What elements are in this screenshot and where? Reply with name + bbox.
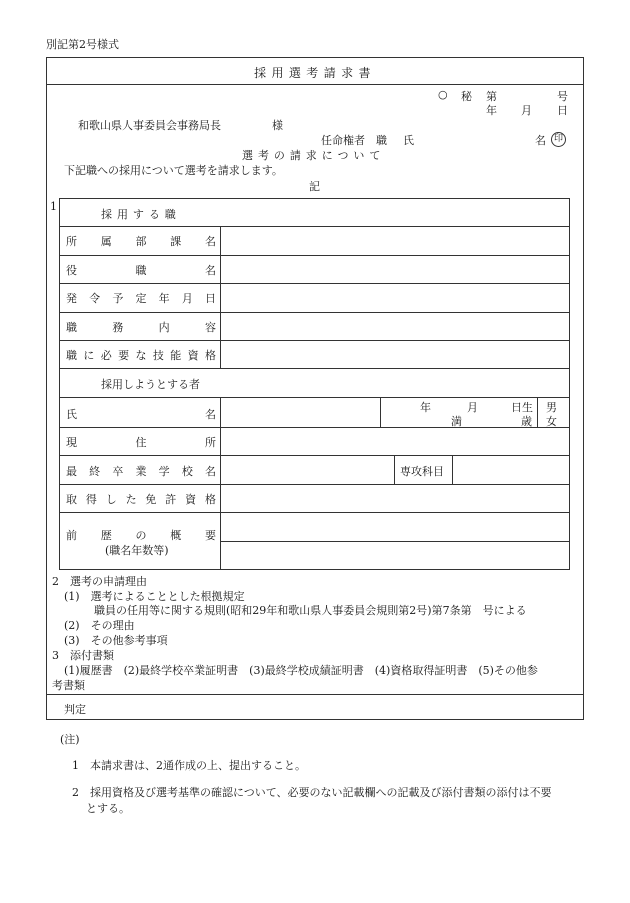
row-line — [220, 541, 570, 542]
label-name-shi: 氏 — [66, 408, 77, 421]
age-unit: 歳 — [521, 415, 532, 428]
row-line — [59, 512, 570, 513]
name-label-mei: 名 — [535, 134, 546, 147]
col-line — [537, 397, 538, 427]
appointer-label: 任命権者 — [321, 134, 365, 147]
date-month: 月 — [521, 104, 532, 117]
row-line — [59, 455, 570, 456]
col-line — [380, 397, 381, 427]
row-line — [59, 255, 570, 256]
note-2-line1: 2 採用資格及び選考基準の確認について、必要のない記載欄への記載及び添付書類の添付は不要 — [72, 786, 552, 799]
label-address: 現住所 — [66, 436, 216, 449]
row-line — [59, 312, 570, 313]
number-go: 号 — [557, 90, 568, 103]
heading-person: 採用しようとする者 — [101, 378, 200, 391]
row-line — [59, 226, 570, 227]
subject: 選考の請求について — [242, 149, 386, 162]
reason-item1-detail: 職員の任用等に関する規則(昭和29年和歌山県人事委員会規則第2号)第7条第 号による — [94, 604, 527, 617]
reason-item2: (2) その理由 — [64, 619, 135, 632]
date-year: 年 — [486, 104, 497, 117]
birth-year: 年 — [420, 401, 431, 414]
name-label-shi: 氏 — [403, 134, 414, 147]
row-line — [59, 340, 570, 341]
note-1: 1 本請求書は、2通作成の上、提出すること。 — [72, 759, 306, 772]
label-issue-date: 発令予定年月日 — [66, 292, 216, 305]
reason-item1: (1) 選考によることとした根拠規定 — [64, 590, 245, 603]
addressee: 和歌山県人事委員会事務局長 — [78, 119, 221, 132]
label-skills: 職に必要な技能資格 — [66, 349, 216, 362]
row-line — [59, 368, 570, 369]
col-line — [220, 397, 221, 570]
number-dai: 第 — [486, 90, 497, 103]
seal-icon: 印 — [551, 132, 566, 147]
secret-mark: ○ — [438, 88, 448, 101]
secret-label: 秘 — [461, 90, 472, 103]
section2-heading: 2 選考の申請理由 — [52, 575, 147, 588]
note-2-line2: とする。 — [86, 802, 130, 815]
form-title: 採用選考請求書 — [254, 66, 376, 80]
heading-position: 採用する職 — [101, 208, 181, 221]
label-duties: 職務内容 — [66, 321, 216, 334]
col-line — [220, 226, 221, 368]
row-line — [59, 427, 570, 428]
birth-month: 月 — [467, 401, 478, 414]
label-name-mei: 名 — [205, 408, 216, 421]
ki-mark: 記 — [309, 180, 320, 193]
sex-female: 女 — [546, 415, 557, 428]
judgement-label: 判定 — [64, 703, 86, 716]
sex-male: 男 — [546, 401, 557, 414]
label-role: 役職名 — [66, 264, 216, 277]
label-licenses: 取得した免許資格 — [66, 493, 216, 506]
birth-day: 日生 — [511, 401, 533, 414]
attachments-line1: (1)履歴書 (2)最終学校卒業証明書 (3)最終学校成績証明書 (4)資格取得証明書 (5)その他参 — [64, 664, 538, 677]
reason-item3: (3) その他参考事項 — [64, 634, 168, 647]
judgement-divider — [46, 694, 584, 695]
form-number: 別記第2号様式 — [46, 38, 119, 51]
notes-heading: (注) — [60, 733, 80, 746]
request-text: 下記職への採用について選考を請求します。 — [64, 164, 283, 177]
age-full: 満 — [451, 415, 462, 428]
position-label: 職 — [376, 134, 387, 147]
label-career-note: (職名年数等) — [105, 544, 169, 557]
date-day: 日 — [557, 104, 568, 117]
label-career: 前歴の概要 — [66, 529, 216, 542]
label-school: 最終卒業学校名 — [66, 465, 216, 478]
title-divider — [46, 84, 584, 85]
col-line — [452, 455, 453, 484]
label-department: 所属部課名 — [66, 235, 216, 248]
attachments-line2: 考書類 — [52, 679, 85, 692]
row-line — [59, 397, 570, 398]
row-line — [59, 283, 570, 284]
section3-heading: 3 添付書類 — [52, 649, 114, 662]
row-line — [59, 484, 570, 485]
section1-number: 1 — [50, 200, 57, 213]
seal-mark — [551, 131, 566, 147]
col-line — [394, 455, 395, 484]
label-major: 専攻科目 — [400, 465, 444, 478]
addressee-sama: 様 — [272, 119, 283, 132]
